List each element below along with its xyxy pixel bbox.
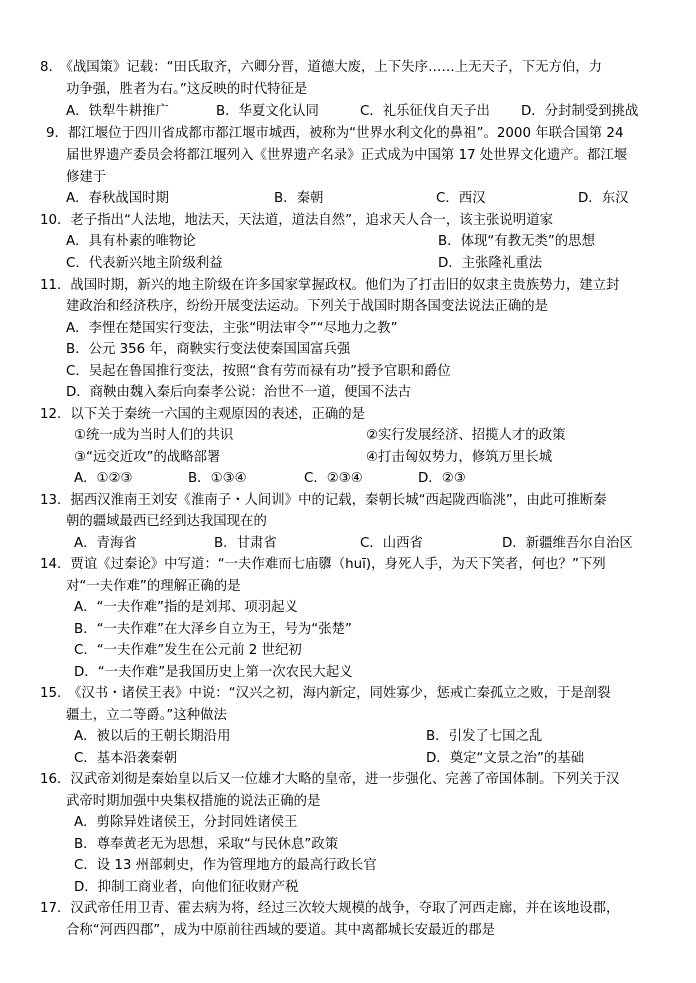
question-stem: 13．据西汉淮南王刘安《淮南子・人间训》中的记载，秦朝长城“西起陇西临洮”，由此可推断秦 [40, 493, 607, 508]
option-c: C．礼乐征伐自天子出 [360, 104, 490, 119]
question-stem: 12．以下关于秦统一六国的主观原因的表述，正确的是 [40, 407, 366, 422]
option-d: D．奠定“文景之治”的基础 [426, 751, 585, 766]
question-stem: 功争强，胜者为右。”这反映的时代特征是 [66, 82, 308, 97]
question-stem: 9．都江堰位于四川省成都市都江堰市城西，被称为“世界水利文化的鼻祖”。2000 年联合国第 24 [46, 126, 624, 141]
option-a: A．①②③ [74, 471, 133, 486]
option-b: B．引发了七国之乱 [426, 729, 543, 744]
option-a: A．被以后的王朝长期沿用 [74, 729, 231, 744]
option-c: C．代表新兴地主阶级利益 [66, 256, 223, 271]
statement-item: ②实行发展经济、招揽人才的政策 [366, 428, 566, 443]
option-b: B．①③④ [188, 471, 247, 486]
option-a: A．青海省 [74, 536, 137, 551]
option-b: B．公元 356 年，商鞅实行变法使秦国国富兵强 [66, 342, 351, 357]
statement-item: ③“远交近攻”的战略部署 [74, 450, 221, 465]
statement-item: ④打击匈奴势力，修筑万里长城 [366, 450, 553, 465]
question-stem: 建政治和经济秩序，纷纷开展变法运动。下列关于战国时期各国变法说法正确的是 [66, 299, 549, 314]
question-stem: 14．贾谊《过秦论》中写道：“一夫作难而七庙隳（huī)，身死人手，为天下笑者，何也？”下列 [40, 557, 606, 572]
option-b: B．尊奉黄老无为思想，采取“与民休息”政策 [74, 837, 339, 852]
option-d: D．②③ [418, 471, 466, 486]
question-stem: 对“一夫作难”的理解正确的是 [66, 579, 241, 594]
option-b: B．华夏文化认同 [216, 104, 319, 119]
option-a: A．铁犁牛耕推广 [66, 104, 169, 119]
option-d: D．主张隆礼重法 [438, 256, 543, 271]
question-stem: 朝的疆域最西已经到达我国现在的 [66, 514, 267, 529]
question-stem: 武帝时期加强中央集权措施的说法正确的是 [66, 794, 321, 809]
option-c: C．基本沿袭秦朝 [74, 751, 178, 766]
question-stem: 16．汉武帝刘彻是秦始皇以后又一位雄才大略的皇帝，进一步强化、完善了帝国体制。下列关于汉 [40, 772, 620, 787]
option-d: D．分封制受到挑战 [521, 104, 639, 119]
option-d: D．商鞅由魏入秦后向秦孝公说：治世不一道，便国不法古 [66, 385, 412, 400]
option-c: C．②③④ [304, 471, 363, 486]
question-stem: 合称“河西四郡”，成为中原前往西域的要道。其中离都城长安最近的郡是 [66, 923, 495, 938]
question-stem: 修建于 [66, 170, 107, 185]
question-stem: 17．汉武帝任用卫青、霍去病为将，经过三次较大规模的战争，夺取了河西走廊，并在该地设郡， [40, 901, 620, 916]
option-d: D．抑制工商业者，向他们征收财产税 [74, 880, 299, 895]
option-a: A．李悝在楚国实行变法，主张“明法审令”“尽地力之教” [66, 321, 398, 336]
question-stem: 8. 《战国策》记载：“田氏取齐，六卿分晋，道德大废，上下失序……上无天子，下无方伯，力 [40, 60, 603, 75]
option-a: A．春秋战国时期 [66, 191, 169, 206]
statement-item: ①统一成为当时人们的共识 [74, 428, 234, 443]
option-d: D．东汉 [578, 191, 629, 206]
option-c: C．西汉 [436, 191, 486, 206]
option-b: B．甘肃省 [214, 536, 277, 551]
option-d: D．新疆维吾尔自治区 [502, 536, 633, 551]
question-stem: 15. 《汉书・诸侯王表》中说：“汉兴之初，海内新定，同姓寡少，惩戒亡秦孤立之败，于是剖裂 [40, 686, 611, 701]
option-a: A．具有朴素的唯物论 [66, 234, 196, 249]
option-d: D．“一夫作难”是我国历史上第一次农民大起义 [74, 665, 353, 680]
option-c: C．设 13 州部刺史，作为管理地方的最高行政长官 [74, 858, 377, 873]
question-stem: 11．战国时期，新兴的地主阶级在许多国家掌握政权。他们为了打击旧的奴隶主贵族势力，建立封 [40, 278, 620, 293]
option-c: C．“一夫作难”发生在公元前 2 世纪初 [74, 643, 302, 658]
option-c: C．吴起在鲁国推行变法，按照“食有劳而禄有功”授予官职和爵位 [66, 364, 451, 379]
question-stem: 届世界遗产委员会将都江堰列入《世界遗产名录》正式成为中国第 17 处世界文化遗产。都江堰 [66, 148, 628, 163]
question-stem: 疆土，立二等爵。”这种做法 [66, 708, 227, 723]
option-a: A．剪除异姓诸侯王，分封同姓诸侯王 [74, 815, 298, 830]
question-stem: 10．老子指出“人法地，地法天，天法道，道法自然”，追求天人合一，该主张说明道家 [40, 213, 553, 228]
option-b: B．“一夫作难”在大泽乡自立为王，号为“张楚” [74, 622, 352, 637]
option-c: C．山西省 [360, 536, 423, 551]
option-b: B．体现“有教无类”的思想 [438, 234, 595, 249]
option-b: B．秦朝 [274, 191, 324, 206]
option-a: A．“一夫作难”指的是刘邦、项羽起义 [74, 600, 298, 615]
